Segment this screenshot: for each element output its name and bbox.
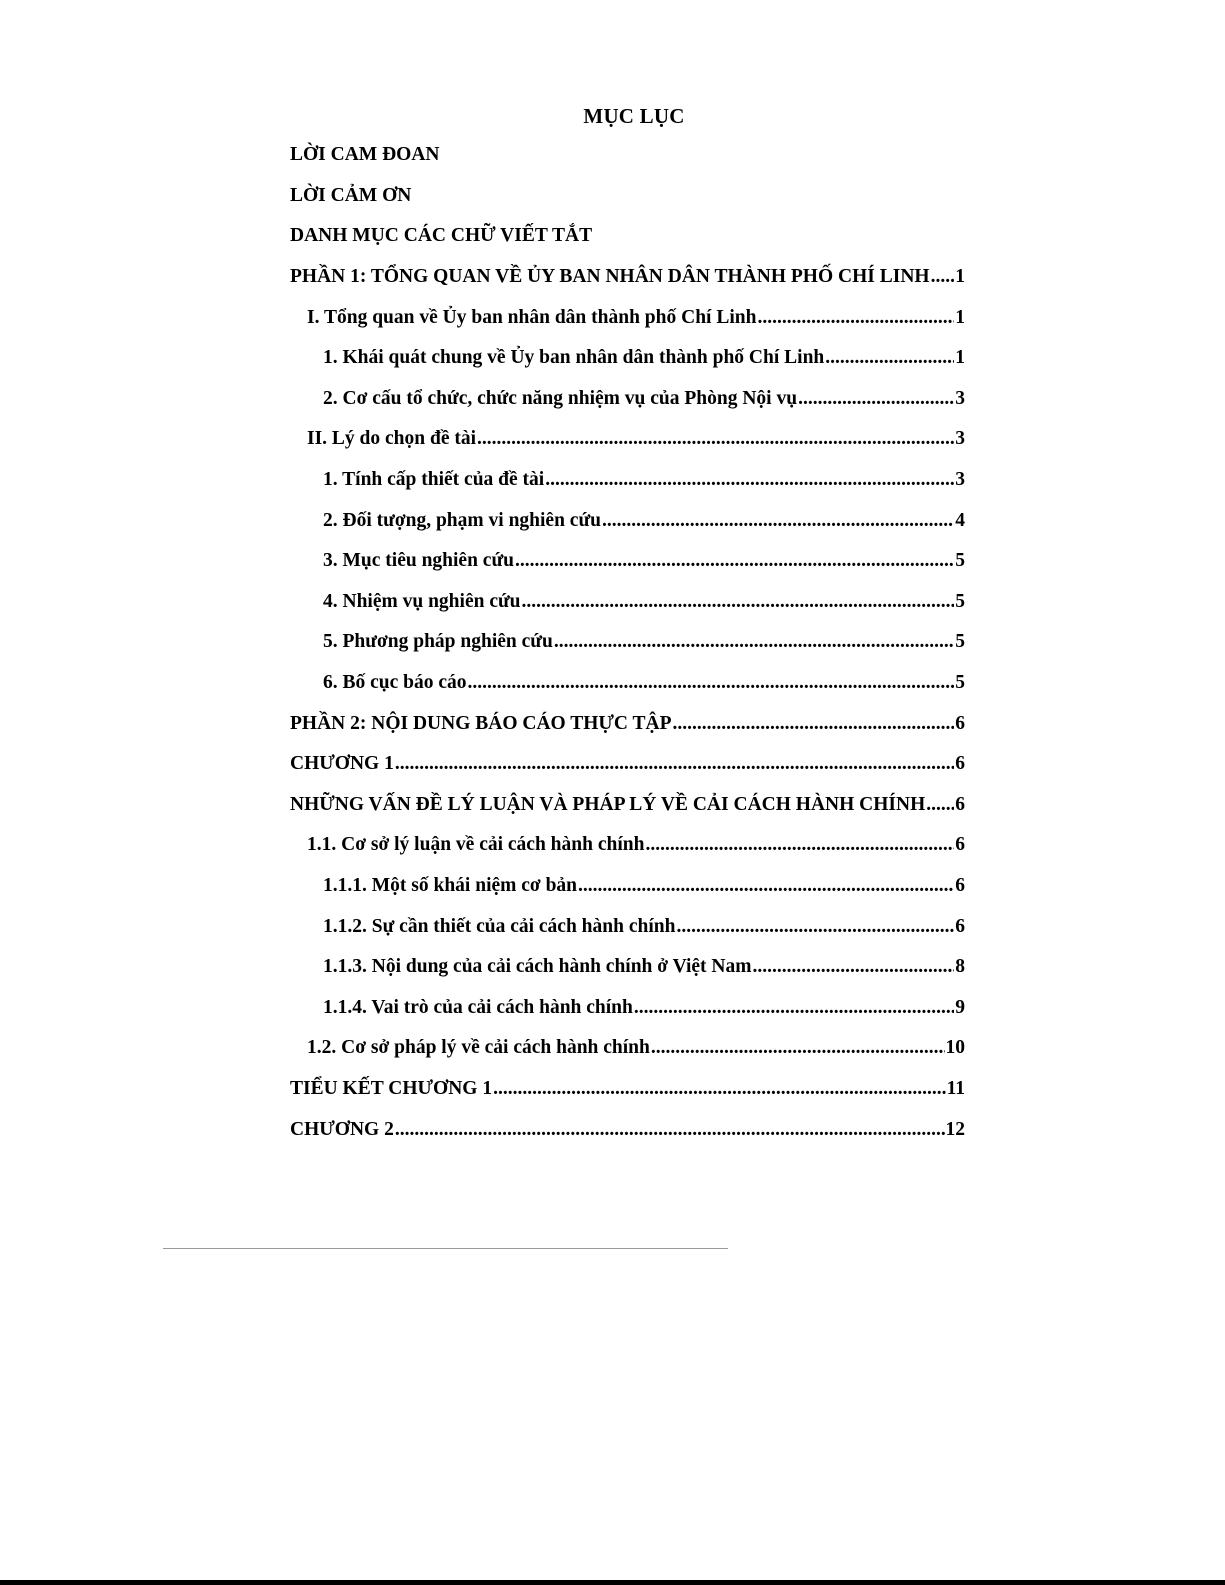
toc-dot-leader <box>477 428 954 450</box>
toc-entry-page-number: 6 <box>955 834 965 856</box>
toc-dot-leader <box>645 834 954 856</box>
toc-entry-label: CHƯƠNG 1 <box>290 753 394 775</box>
toc-entry-page-number: 10 <box>945 1037 965 1059</box>
toc-entry-page-number: 1 <box>955 266 965 288</box>
toc-entry-label: 5. Phương pháp nghiên cứu <box>323 631 553 653</box>
toc-entry-page-number: 5 <box>955 672 965 694</box>
toc-entry-label: PHẦN 1: TỔNG QUAN VỀ ỦY BAN NHÂN DÂN THÀNH PHỐ CHÍ LINH <box>290 266 930 288</box>
toc-entry-page-number: 3 <box>955 469 965 491</box>
toc-entry[interactable] <box>290 135 965 176</box>
toc-entry[interactable] <box>290 825 965 866</box>
toc-entry-page-number: 12 <box>945 1118 965 1140</box>
toc-entry-label: II. Lý do chọn đề tài <box>307 428 477 450</box>
toc-dot-leader <box>825 347 954 369</box>
toc-entry-page-number: 5 <box>955 631 965 653</box>
toc-dot-leader <box>493 1078 945 1100</box>
toc-entry-page-number: 3 <box>955 428 965 450</box>
toc-entry[interactable] <box>290 906 965 947</box>
toc-entry[interactable] <box>290 176 965 217</box>
toc-dot-leader <box>676 916 954 938</box>
toc-entry[interactable] <box>290 947 965 988</box>
toc-entry-page-number: 1 <box>955 306 965 328</box>
toc-entry-page-number: 8 <box>955 956 965 978</box>
toc-dot-leader <box>673 713 954 735</box>
toc-entry-label: I. Tổng quan về Ủy ban nhân dân thành phố Chí Linh <box>307 306 757 328</box>
toc-entry[interactable] <box>290 460 965 501</box>
toc-entry-page-number: 4 <box>955 509 965 531</box>
toc-entry-page-number: 6 <box>955 753 965 775</box>
toc-dot-leader <box>752 956 954 978</box>
toc-entry-label: LỜI CẢM ƠN <box>290 184 412 206</box>
toc-entry[interactable] <box>290 541 965 582</box>
toc-entry[interactable] <box>290 338 965 379</box>
toc-dot-leader <box>545 469 954 491</box>
footnote-separator <box>163 1248 728 1249</box>
toc-entry-label: 1.1.2. Sự cần thiết của cải cách hành chính <box>323 915 676 937</box>
toc-entry-page-number: 1 <box>955 347 965 369</box>
toc-entry[interactable] <box>290 866 965 907</box>
toc-entry-page-number: 5 <box>955 590 965 612</box>
toc-entry[interactable] <box>290 703 965 744</box>
table-of-contents <box>290 135 965 1150</box>
toc-entry[interactable] <box>290 744 965 785</box>
toc-entry-page-number: 11 <box>946 1077 965 1099</box>
toc-dot-leader <box>395 1119 945 1141</box>
toc-entry-label: CHƯƠNG 2 <box>290 1118 394 1140</box>
toc-entry[interactable] <box>290 216 965 257</box>
toc-dot-leader <box>522 591 954 613</box>
toc-entry-page-number: 9 <box>955 996 965 1018</box>
toc-entry-label: 2. Đối tượng, phạm vi nghiên cứu <box>323 509 601 531</box>
toc-entry-label: 1.1.4. Vai trò của cải cách hành chính <box>323 996 633 1018</box>
toc-dot-leader <box>651 1037 945 1059</box>
toc-entry-page-number: 6 <box>955 874 965 896</box>
toc-dot-leader <box>468 672 954 694</box>
toc-entry[interactable] <box>290 1069 965 1110</box>
toc-entry-page-number: 6 <box>955 712 965 734</box>
toc-entry-label: 3. Mục tiêu nghiên cứu <box>323 550 515 572</box>
toc-entry-label: 1.1.3. Nội dung của cải cách hành chính ở Việt Nam <box>323 956 752 978</box>
toc-entry-page-number: 6 <box>955 915 965 937</box>
toc-dot-leader <box>931 266 954 288</box>
toc-entry-label: 1. Khái quát chung về Ủy ban nhân dân thành phố Chí Linh <box>323 347 825 369</box>
toc-entry-label: 1.2. Cơ sở pháp lý về cải cách hành chính <box>307 1037 650 1059</box>
page-bottom-edge <box>0 1580 1225 1585</box>
toc-entry-page-number: 5 <box>955 550 965 572</box>
toc-entry-label: NHỮNG VẤN ĐỀ LÝ LUẬN VÀ PHÁP LÝ VỀ CẢI CÁCH HÀNH CHÍNH <box>290 793 926 815</box>
toc-dot-leader <box>515 550 954 572</box>
toc-entry[interactable] <box>290 257 965 298</box>
toc-entry-label: DANH MỤC CÁC CHỮ VIẾT TẮT <box>290 225 593 247</box>
toc-entry[interactable] <box>290 663 965 704</box>
toc-entry[interactable] <box>290 1028 965 1069</box>
toc-entry-label: 1. Tính cấp thiết của đề tài <box>323 469 545 491</box>
toc-entry[interactable] <box>290 987 965 1028</box>
toc-entry-page-number: 3 <box>955 387 965 409</box>
toc-dot-leader <box>926 794 954 816</box>
toc-dot-leader <box>798 388 954 410</box>
toc-entry[interactable] <box>290 379 965 420</box>
toc-entry-label: LỜI CAM ĐOAN <box>290 144 440 166</box>
toc-entry-label: 2. Cơ cấu tổ chức, chức năng nhiệm vụ của Phòng Nội vụ <box>323 387 798 409</box>
toc-entry-label: 4. Nhiệm vụ nghiên cứu <box>323 590 521 612</box>
toc-entry-label: 1.1. Cơ sở lý luận về cải cách hành chính <box>307 834 645 856</box>
toc-entry-page-number: 6 <box>955 793 965 815</box>
toc-entry-label: 1.1.1. Một số khái niệm cơ bản <box>323 874 578 896</box>
toc-dot-leader <box>578 875 954 897</box>
toc-entry[interactable] <box>290 1109 965 1150</box>
toc-entry-label: 6. Bố cục báo cáo <box>323 672 467 694</box>
toc-entry[interactable] <box>290 297 965 338</box>
toc-entry-label: PHẦN 2: NỘI DUNG BÁO CÁO THỰC TẬP <box>290 712 672 734</box>
toc-title: MỤC LỤC <box>583 104 685 128</box>
toc-entry[interactable] <box>290 622 965 663</box>
toc-dot-leader <box>395 753 954 775</box>
toc-entry[interactable] <box>290 419 965 460</box>
toc-entry[interactable] <box>290 785 965 826</box>
toc-entry-label: TIỂU KẾT CHƯƠNG 1 <box>290 1077 493 1099</box>
toc-entry[interactable] <box>290 500 965 541</box>
toc-entry[interactable] <box>290 582 965 623</box>
toc-dot-leader <box>602 510 954 532</box>
toc-dot-leader <box>634 997 954 1019</box>
toc-dot-leader <box>554 631 954 653</box>
toc-dot-leader <box>757 307 954 329</box>
